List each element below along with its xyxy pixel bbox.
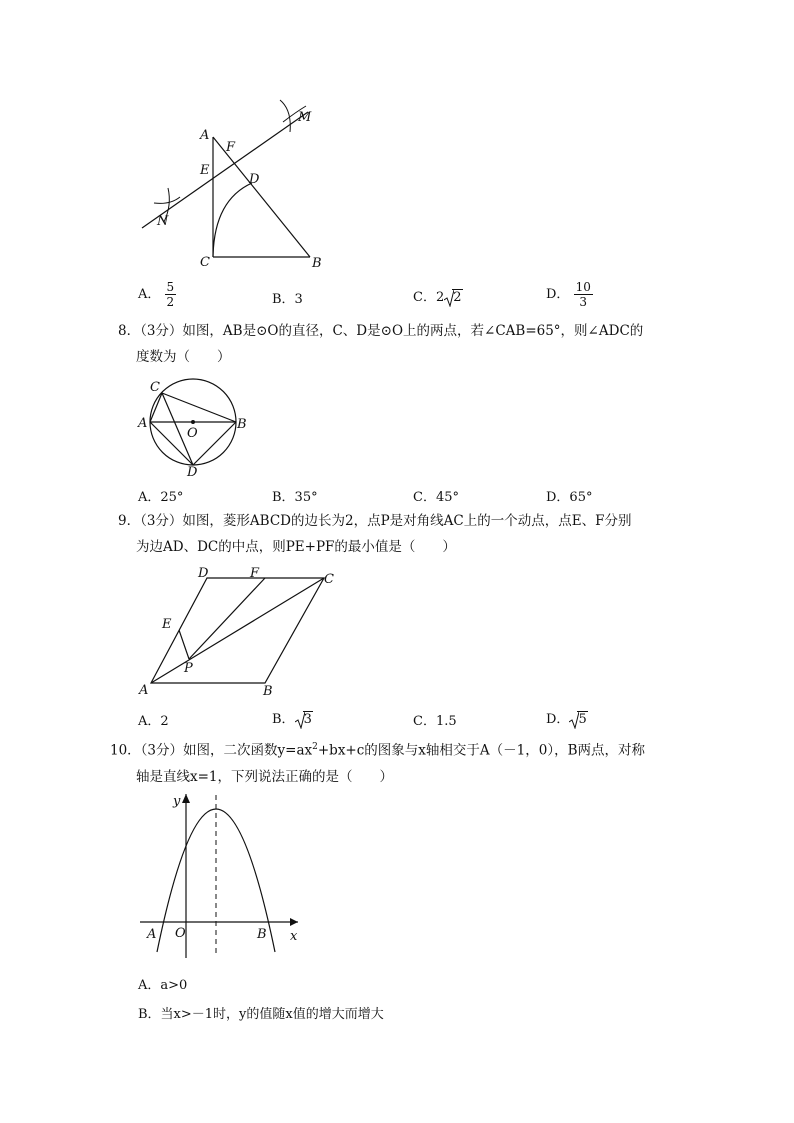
q9-label-b: B [263,684,273,699]
q10-option-a: A．a>0 [138,978,188,993]
q9-stem [118,508,678,560]
q10-label-b: B [257,927,267,942]
sqrt-symbol: 2 [444,289,462,307]
q8-option-c: C．45° [413,490,459,505]
q7-option-b: B．3 [272,292,303,307]
q9-label-e: E [162,617,172,632]
q7-option-d: D． $\frac{10}{3}$ [546,280,591,309]
q9-option-a: A．2 [138,714,169,729]
sqrt-symbol: 3 [295,711,313,729]
q8-stem [118,318,678,370]
q9-text-line2: 为边AD、DC的中点，则PE+PF的最小值是（ ） [136,539,456,555]
q8-label-d: D [187,465,198,478]
q7-label-e: E [200,163,210,178]
q9-text-line1: 9．（3分）如图，菱形ABCD的边长为2，点P是对角线AC上的一个动点，点E、F分别 [118,513,632,529]
q9-label-a: A [139,683,149,698]
q7-option-d-fraction: $\frac{10}{3}$ [575,280,591,309]
q10-text-line2: 轴是直线x=1，下列说法正确的是（ ） [136,768,394,785]
q7-label-b: B [312,256,322,271]
q8-label-o: O [187,426,198,441]
q10-label-a: A [147,927,157,942]
q7-option-c: C．2 2 [413,290,462,305]
q9-option-b: B． 3 [272,712,312,727]
q7-label-d: D [249,172,260,187]
q10-text-line1: 10．（3分）如图，二次函数$y=ax^2+bx+c$的图象与x轴相交于A（－1，0），B两点，对称 [110,742,646,759]
q10-figure [136,790,308,960]
q10-label-y: y [173,794,181,809]
q8-figure [134,376,254,478]
q9-figure [134,562,340,702]
q9-option-d: D． 5 [546,712,587,727]
q10-label-x: x [290,929,298,944]
q9-label-c: C [324,572,334,587]
q9-label-d: D [198,566,209,581]
q8-text-line2: 度数为（ ） [136,349,231,365]
q10-stem [110,734,680,790]
q7-label-c: C [200,255,210,270]
q7-label-f: F [226,140,236,155]
q10-label-o: O [175,926,186,941]
q8-option-d: D．65° [546,490,593,505]
q7-label-n: N [157,214,169,229]
q8-text-line1: 8．（3分）如图，AB是⊙O的直径，C、D是⊙O上的两点，若∠CAB=65°，则∠ADC的 [118,323,644,339]
q9-option-c: C．1.5 [413,714,457,729]
sqrt-symbol: 5 [569,711,587,729]
q8-label-a: A [138,416,148,431]
q9-label-p: P [184,661,193,676]
q8-label-b: B [237,417,247,432]
q8-option-b: B．35° [272,490,318,505]
q10-option-b: B．当x>－1时，y的值随x值的增大而增大 [138,1007,384,1022]
q7-label-a: A [200,128,210,143]
q7-option-a-fraction: $\frac{5}{2}$ [166,280,175,309]
q8-option-a: A．25° [138,490,184,505]
q7-label-m: M [298,110,312,125]
q7-option-a: A． $\frac{5}{2}$ [138,280,175,309]
q9-label-f: F [250,566,260,581]
q7-figure [130,92,340,272]
q8-label-c: C [150,380,160,395]
